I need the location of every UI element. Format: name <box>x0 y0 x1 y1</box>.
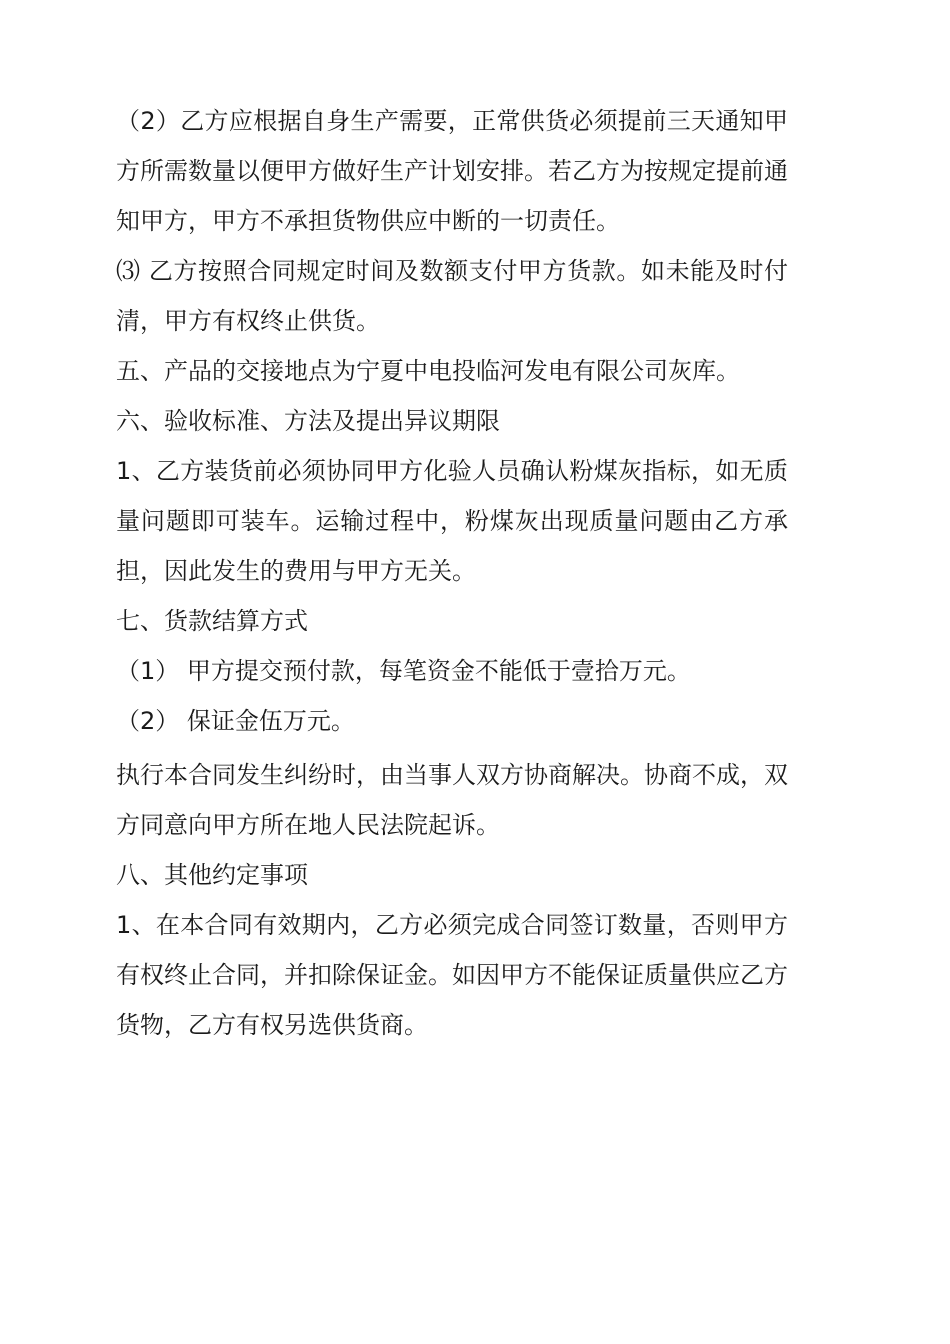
section-eight-heading: 八、其他约定事项 <box>116 861 308 889</box>
paragraph-deposit: （2） 保证金伍万元。 <box>116 707 355 735</box>
paragraph-prepayment: （1） 甲方提交预付款，每笔资金不能低于壹拾万元。 <box>116 657 691 685</box>
document-body <box>116 96 788 1050</box>
section-seven-heading: 七、货款结算方式 <box>116 607 308 635</box>
paragraph-supply-notice: （2）乙方应根据自身生产需要，正常供货必须提前三天通知甲方所需数量以便甲方做好生产计划安排。若乙方为按规定提前通知甲方，甲方不承担货物供应中断的一切责任。 <box>116 107 788 235</box>
paragraph-inspection: 1、乙方装货前必须协同甲方化验人员确认粉煤灰指标，如无质量问题即可装车。运输过程中，粉煤灰出现质量问题由乙方承担，因此发生的费用与甲方无关。 <box>116 457 788 585</box>
section-five-delivery-location: 五、产品的交接地点为宁夏中电投临河发电有限公司灰库。 <box>116 357 740 385</box>
section-six-heading: 六、验收标准、方法及提出异议期限 <box>116 407 500 435</box>
paragraph-payment-terms: ⑶ 乙方按照合同规定时间及数额支付甲方货款。如未能及时付清，甲方有权终止供货。 <box>116 257 788 335</box>
paragraph-dispute-resolution: 执行本合同发生纠纷时，由当事人双方协商解决。协商不成，双方同意向甲方所在地人民法院起诉。 <box>116 761 788 839</box>
paragraph-contract-fulfillment: 1、在本合同有效期内，乙方必须完成合同签订数量，否则甲方有权终止合同，并扣除保证金。如因甲方不能保证质量供应乙方货物，乙方有权另选供货商。 <box>116 911 788 1039</box>
